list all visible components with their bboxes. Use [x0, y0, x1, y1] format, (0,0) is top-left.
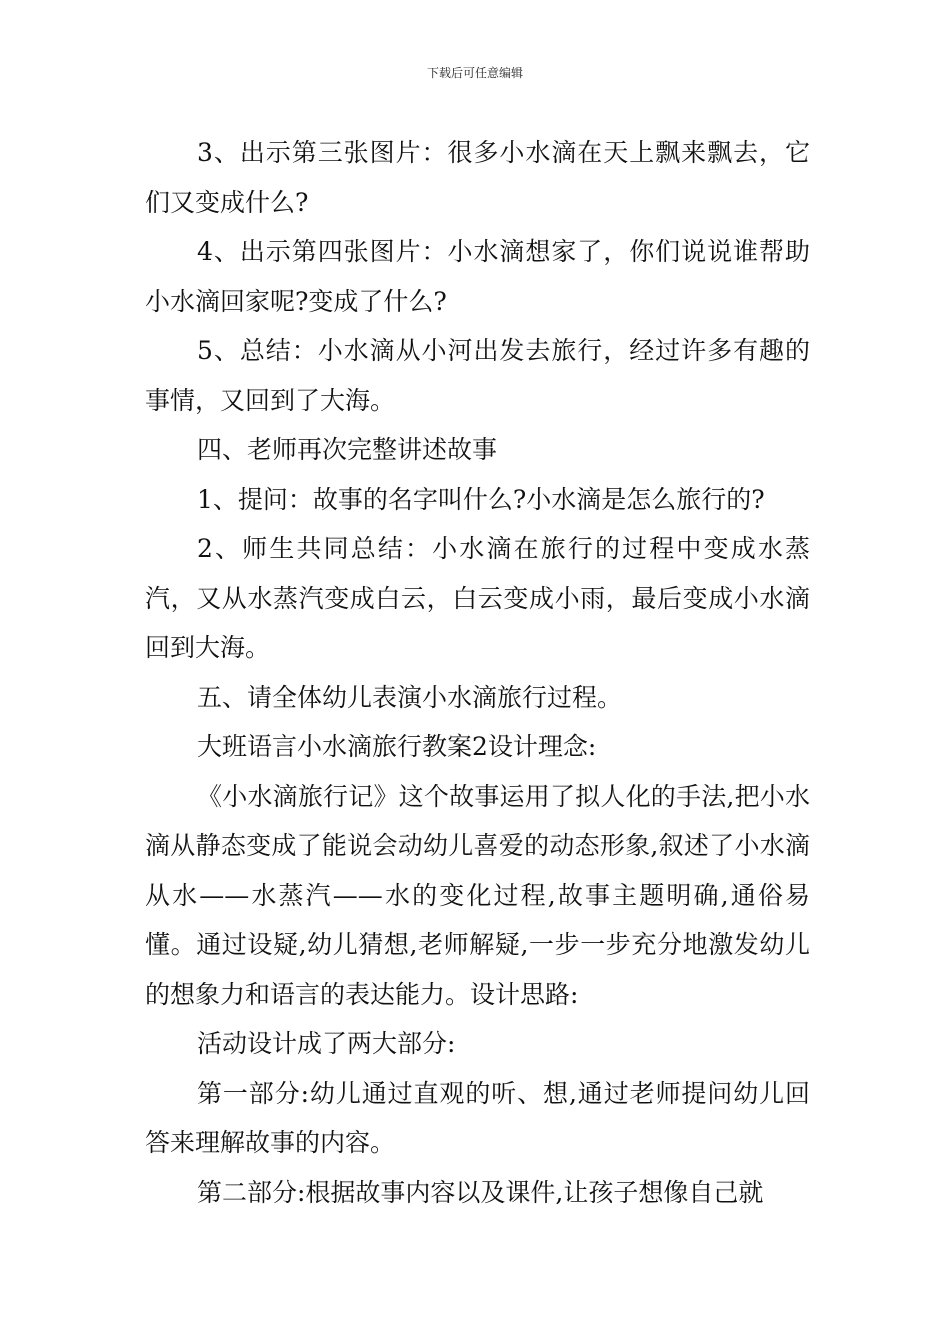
paragraph: 四、老师再次完整讲述故事: [197, 435, 498, 464]
paragraph: 3、出示第三张图片：很多小水滴在天上飘来飘去，它们又变成什么?: [145, 138, 810, 217]
paragraph: 4、出示第四张图片：小水滴想家了，你们说说谁帮助小水滴回家呢?变成了什么?: [145, 237, 810, 316]
paragraph: 《小水滴旅行记》这个故事运用了拟人化的手法,把小水滴从静态变成了能说会动幼儿喜爱的动态形象,叙述了小水滴从水——水蒸汽——水的变化过程,故事主题明确,通俗易懂。通过设疑,幼儿猜想,老师解疑,一步一步充分地激发幼儿的想象力和语言的表达能力。设计思路:: [145, 781, 810, 1009]
paragraph: 大班语言小水滴旅行教案2设计理念:: [197, 732, 597, 761]
paragraph: 2、师生共同总结：小水滴在旅行的过程中变成水蒸汽，又从水蒸汽变成白云，白云变成小雨，最后变成小水滴回到大海。: [145, 534, 810, 662]
paragraph: 第一部分:幼儿通过直观的听、想,通过老师提问幼儿回答来理解故事的内容。: [145, 1078, 810, 1157]
paragraph: 活动设计成了两大部分:: [197, 1029, 456, 1058]
paragraph: 五、请全体幼儿表演小水滴旅行过程。: [197, 682, 623, 712]
page-header: 下载后可任意编辑: [426, 66, 523, 80]
paragraph: 1、提问：故事的名字叫什么?小水滴是怎么旅行的?: [197, 484, 765, 514]
paragraph: 5、总结：小水滴从小河出发去旅行，经过许多有趣的事情，又回到了大海。: [145, 336, 810, 415]
paragraph: 第二部分:根据故事内容以及课件,让孩子想像自己就: [197, 1177, 764, 1207]
document-body: [145, 128, 810, 1217]
